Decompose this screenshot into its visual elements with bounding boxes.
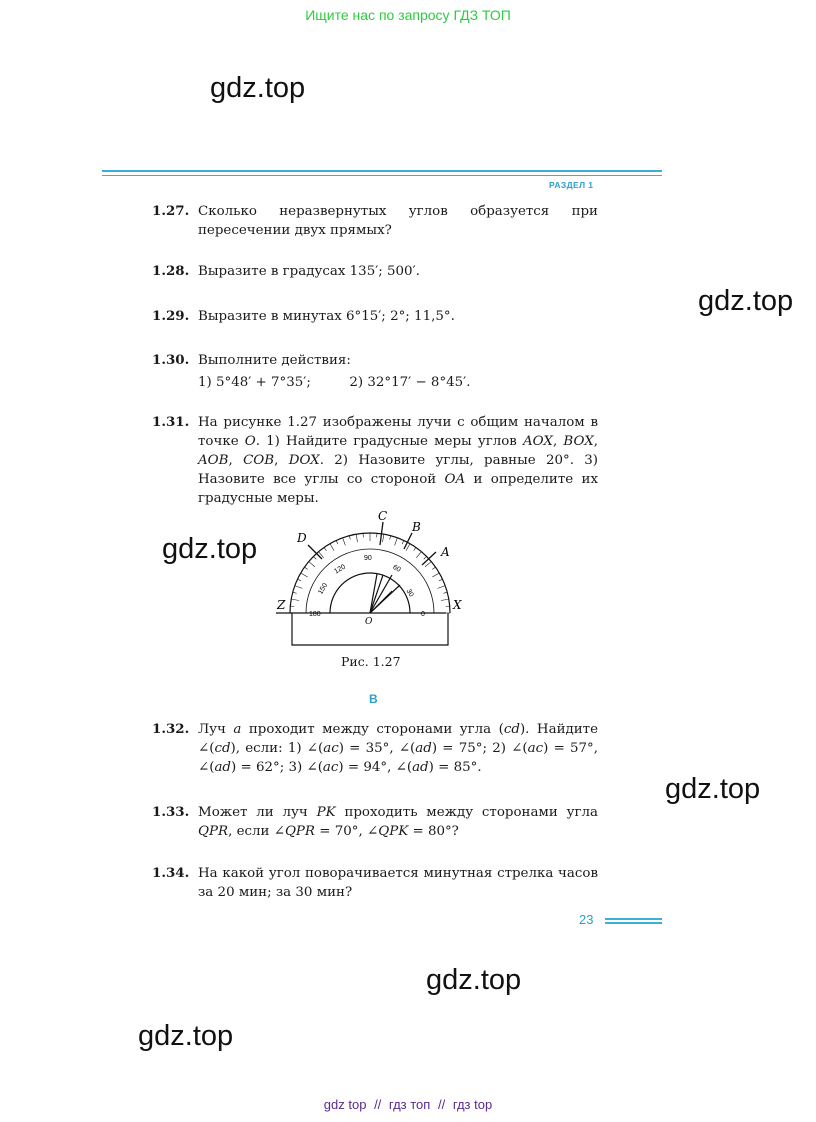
ray-d-ext [308, 545, 322, 559]
protractor-tick [336, 540, 338, 544]
problem-text: На какой угол поворачивается минутная стрелка часов за 20 мин; за 30 мин? [198, 866, 598, 900]
protractor-tick [402, 540, 404, 544]
problem-number: 1.29. [152, 308, 190, 324]
protractor-tick [432, 573, 439, 577]
protractor-tick [416, 552, 421, 558]
scale-180: 180 [309, 611, 321, 618]
header-rule [102, 170, 662, 172]
problem-1-28 [152, 262, 598, 281]
figure-caption: Рис. 1.27 [341, 654, 401, 669]
protractor-figure [270, 505, 470, 655]
protractor-tick [309, 562, 315, 567]
protractor-tick [443, 592, 447, 593]
problem-1-32 [152, 720, 598, 777]
scale-150: 150 [317, 582, 330, 596]
watermark: gdz.top [138, 1020, 234, 1052]
top-banner[interactable]: Ищите нас по запросу ГДЗ ТОП [305, 7, 511, 23]
protractor-tick [291, 599, 299, 600]
problem-text: Может ли луч PK проходить между сторонами угла QPR, если ∠QPR = 70°, ∠QPK = 80°? [198, 805, 598, 839]
subsection-b: B [369, 692, 378, 706]
label-z: Z [277, 598, 286, 612]
footer-links [0, 1097, 816, 1112]
footer-link-3[interactable]: гдз top [452, 1097, 493, 1112]
problem-1-30 [152, 351, 598, 392]
problem-text: Луч a проходит между сторонами угла (cd). Найдите ∠(cd), если: 1) ∠(ac) = 35°, ∠(ad) = 75°; 2) ∠(ac) = 57°, ∠(ad) = 62°; 3) ∠(ac) = 94°, ∠(ad) = 85°. [198, 722, 599, 775]
scale-0: 0 [421, 611, 425, 618]
protractor-tick [301, 573, 308, 577]
protractor-tick [441, 599, 449, 600]
protractor-tick [424, 556, 427, 559]
footer-rule [605, 922, 662, 924]
problem-number: 1.32. [152, 721, 190, 737]
label-d: D [297, 531, 307, 545]
label-x: X [453, 598, 462, 612]
problem-number: 1.33. [152, 804, 190, 820]
protractor-tick [425, 562, 431, 567]
label-b: B [412, 520, 421, 534]
watermark: gdz.top [698, 285, 794, 317]
page-number: 23 [579, 912, 594, 927]
footer-rule [605, 918, 662, 920]
problem-items [198, 373, 598, 392]
protractor-tick [349, 536, 350, 540]
label-c: C [378, 509, 388, 523]
protractor-tick [438, 586, 446, 589]
problem-text: Выполните действия: [198, 353, 351, 368]
problem-number: 1.31. [152, 414, 190, 430]
protractor-tick [295, 586, 303, 589]
footer-link-1[interactable]: gdz top [323, 1097, 367, 1112]
problem-text: Выразите в минутах 6°15′; 2°; 11,5°. [198, 309, 455, 324]
protractor-tick [293, 592, 297, 593]
protractor-tick [432, 567, 435, 569]
problem-number: 1.34. [152, 865, 190, 881]
scale-60: 60 [391, 563, 402, 574]
problem-text: Выразите в градусах 135′; 500′. [198, 264, 420, 279]
footer-link-2[interactable]: гдз топ [388, 1097, 431, 1112]
problem-text: На рисунке 1.27 изображены лучи с общим началом в точке O. 1) Найдите градусные меры углов AOX, BOX, AOB, COB, DOX. 2) Назовите углы, равные 20°. 3) Назовите все углы со стороной OA и определите их градусные меры. [198, 415, 599, 506]
protractor-tick [383, 534, 384, 542]
protractor-tick [313, 556, 316, 559]
protractor-tick [324, 547, 326, 550]
protractor-tick [414, 547, 416, 550]
protractor-tick [439, 579, 443, 581]
scale-90: 90 [364, 555, 372, 562]
problem-1-31 [152, 413, 598, 508]
watermark: gdz.top [426, 964, 522, 996]
watermark: gdz.top [162, 533, 258, 565]
problem-number: 1.28. [152, 263, 190, 279]
label-o: O [365, 617, 373, 627]
problem-text: Сколько неразвернутых углов образуется при пересечении двух прямых? [198, 204, 598, 238]
protractor-tick [330, 544, 334, 551]
section-label: РАЗДЕЛ 1 [549, 180, 594, 190]
footer-separator: // [374, 1097, 382, 1112]
scale-120: 120 [333, 563, 347, 576]
problem-1-33 [152, 803, 598, 841]
footer-separator: // [437, 1097, 446, 1112]
problem-item-2: 2) 32°17′ − 8°45′. [349, 375, 471, 390]
watermark: gdz.top [665, 773, 761, 805]
problem-number: 1.27. [152, 203, 190, 219]
problem-1-27 [152, 202, 598, 240]
protractor-tick [297, 579, 301, 581]
protractor-tick [304, 567, 307, 569]
protractor-tick [395, 538, 398, 546]
watermark: gdz.top [210, 72, 306, 104]
protractor-tick [343, 538, 346, 546]
problem-1-34 [152, 864, 598, 902]
label-a: A [441, 545, 450, 559]
problem-1-29 [152, 307, 598, 326]
problem-number: 1.30. [152, 352, 190, 368]
protractor-tick [356, 534, 357, 542]
scale-30: 30 [404, 588, 415, 599]
header-rule-thin [102, 175, 662, 176]
problem-item-1: 1) 5°48′ + 7°35′; [198, 375, 311, 390]
protractor-tick [390, 536, 391, 540]
